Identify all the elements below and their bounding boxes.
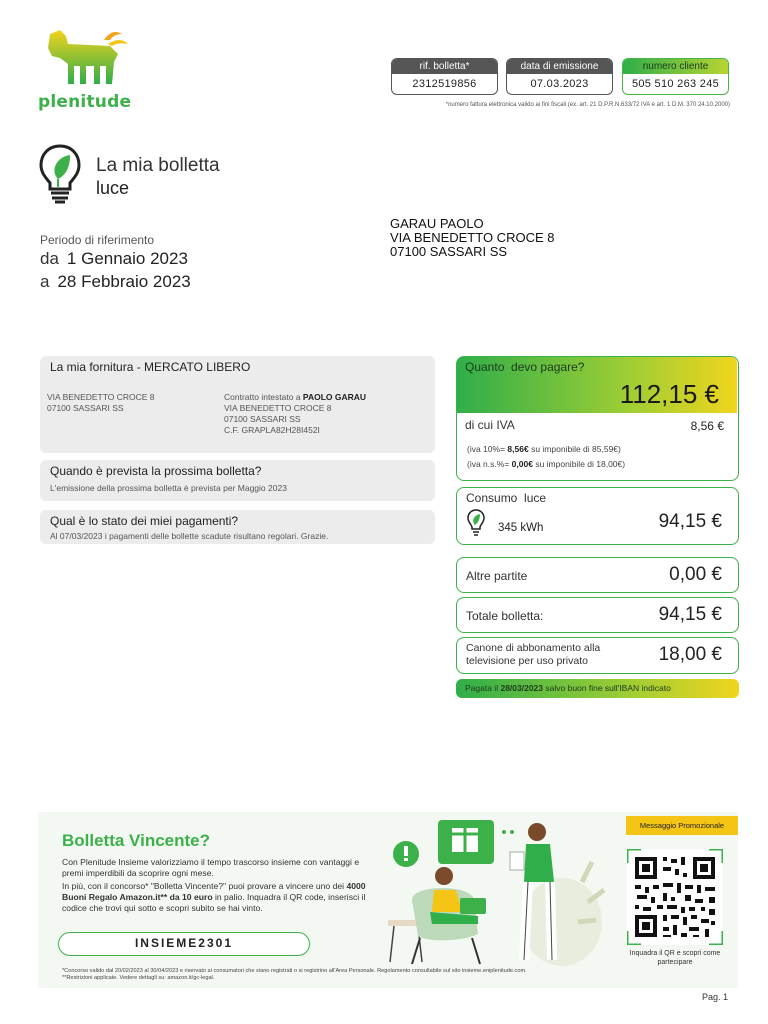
supply-address bbox=[47, 392, 155, 414]
paid-status-bar bbox=[456, 679, 739, 698]
canone-tv-value: 18,00 € bbox=[658, 644, 722, 665]
iva-label: di cui IVA bbox=[465, 418, 515, 432]
recipient-name: GARAU PAOLO bbox=[390, 216, 484, 231]
payments-status-panel bbox=[40, 510, 435, 544]
plenitude-logo bbox=[38, 28, 134, 114]
canone-label-1: Canone di abbonamento alla bbox=[466, 642, 601, 654]
period-to-prefix: a bbox=[40, 272, 50, 291]
contract-holder: PAOLO GARAU bbox=[302, 392, 367, 402]
totale-bolletta-value: 94,15 € bbox=[658, 604, 722, 625]
amount-due-box bbox=[456, 356, 739, 481]
bill-type: luce bbox=[96, 178, 130, 198]
numero-cliente-value: 505 510 263 245 bbox=[631, 78, 720, 90]
promo-p2-b: 4000 Buoni Regalo Amazon.it** da 10 euro bbox=[62, 881, 366, 902]
next-bill-text: L'emissione della prossima bolletta è prevista per Maggio 2023 bbox=[50, 483, 287, 493]
promo-footnote-2: **Restrizioni applicate. Vedere dettagli su: amazon.it/gc-legal. bbox=[62, 975, 215, 981]
rif-bolletta-label: rif. bolletta* bbox=[392, 59, 497, 74]
payments-status-text: Al 07/03/2023 i pagamenti delle bollette scadute risultano regolari. Grazie. bbox=[50, 531, 329, 541]
bill-title: La mia bolletta bbox=[96, 155, 220, 176]
iva-row-ns bbox=[467, 459, 625, 469]
qr-code[interactable] bbox=[627, 849, 723, 945]
promo-p2-a: In più, con il concorso* "Bolletta Vincente?" puoi provare a vincere uno dei bbox=[62, 881, 347, 891]
brand-name: plenitude bbox=[38, 92, 132, 112]
contract-street: VIA BENEDETTO CROCE 8 bbox=[224, 403, 332, 413]
promo-paragraph-2 bbox=[62, 881, 372, 914]
canone-label-2: televisione per uso privato bbox=[466, 655, 588, 667]
fiscal-note: *numero fattura elettronica valido ai fini fiscali (ex. art. 21 D.P.R.N.633/72 IVA e art. 1 D.M. 370 24.10.2000) bbox=[445, 102, 730, 108]
paid-suffix: salvo buon fine sull'IBAN indicato bbox=[545, 683, 671, 693]
promo-p2-c: in palio. Inquadra il QR code, inserisci il codice che trovi qui sotto e scopri subito se hai vinto. bbox=[62, 892, 366, 913]
rif-bolletta-box bbox=[391, 58, 498, 95]
supply-city: 07100 SASSARI SS bbox=[47, 403, 124, 413]
contract-cf: C.F. GRAPLA82H28I452I bbox=[224, 425, 320, 435]
recipient-street: VIA BENEDETTO CROCE 8 bbox=[390, 230, 555, 245]
period-to bbox=[40, 272, 191, 292]
contract-prefix: Contratto intestato a bbox=[224, 392, 301, 402]
iva-row2-prefix: (iva n.s.%= bbox=[467, 459, 510, 469]
recipient-address bbox=[390, 217, 554, 259]
numero-cliente-box bbox=[622, 58, 729, 95]
consumo-kwh: 345 kWh bbox=[498, 522, 544, 534]
canone-tv-label bbox=[466, 642, 600, 668]
promo-footnote-1: *Concorso valido dal 20/02/2023 al 30/04/2023 e riservato ai consumatori che siano registrati o si registrino all'Area Personale. Regolamento consultabile sul sito insieme.eniplenitude.com. bbox=[62, 968, 527, 974]
amount-header bbox=[457, 357, 737, 413]
altre-partite-box bbox=[456, 557, 739, 593]
supply-street: VIA BENEDETTO CROCE 8 bbox=[47, 392, 155, 402]
promo-illustration bbox=[382, 812, 612, 972]
totale-bolletta-box bbox=[456, 597, 739, 633]
next-bill-title: Quando è prevista la prossima bolletta? bbox=[50, 464, 262, 478]
amount-question-rest: devo pagare? bbox=[511, 360, 585, 374]
amount-question-bold: Quanto bbox=[465, 360, 505, 374]
consumo-label-type: luce bbox=[524, 491, 547, 505]
page-number: Pag. 1 bbox=[701, 992, 728, 1002]
canone-tv-box bbox=[456, 637, 739, 674]
iva-row-10 bbox=[467, 444, 621, 454]
consumo-value: 94,15 € bbox=[658, 511, 722, 532]
contract-info bbox=[224, 392, 366, 436]
numero-cliente-label: numero cliente bbox=[623, 59, 728, 74]
period-to-date: 28 Febbraio 2023 bbox=[57, 272, 191, 291]
paid-date: 28/03/2023 bbox=[500, 683, 544, 693]
consumo-box bbox=[456, 487, 739, 545]
iva-row1-value: 8,56€ bbox=[507, 444, 529, 454]
payments-status-title: Qual è lo stato dei miei pagamenti? bbox=[50, 514, 239, 528]
lightbulb-icon bbox=[38, 143, 82, 205]
iva-row2-suffix: su imponibile di 18,00€) bbox=[535, 459, 626, 469]
rif-bolletta-value: 2312519856 bbox=[412, 78, 477, 90]
supply-title: La mia fornitura - MERCATO LIBERO bbox=[50, 360, 251, 374]
six-legged-dog-icon bbox=[38, 28, 134, 90]
period-label: Periodo di riferimento bbox=[40, 233, 155, 247]
promo-code-box: INSIEME2301 bbox=[58, 932, 310, 956]
promo-message-badge: Messaggio Promozionale bbox=[626, 816, 738, 835]
promo-title: Bolletta Vincente? bbox=[62, 831, 210, 850]
data-emissione-value: 07.03.2023 bbox=[530, 78, 589, 90]
recipient-city: 07100 SASSARI SS bbox=[390, 244, 508, 259]
qr-caption: Inquadra il QR e scopri come partecipare bbox=[629, 950, 721, 966]
contract-city: 07100 SASSARI SS bbox=[224, 414, 301, 424]
period-from bbox=[40, 249, 188, 269]
consumo-label bbox=[466, 491, 546, 505]
data-emissione-box bbox=[506, 58, 613, 95]
iva-value: 8,56 € bbox=[690, 419, 724, 433]
period-from-date: 1 Gennaio 2023 bbox=[66, 249, 188, 268]
totale-bolletta-label: Totale bolletta: bbox=[466, 609, 544, 623]
amount-question bbox=[465, 360, 584, 374]
altre-partite-value: 0,00 € bbox=[669, 564, 722, 585]
iva-row1-prefix: (iva 10%= bbox=[467, 444, 506, 454]
supply-panel bbox=[40, 356, 435, 453]
paid-prefix: Pagata il bbox=[465, 683, 499, 693]
data-emissione-label: data di emissione bbox=[507, 59, 612, 74]
iva-row1-suffix: su imponibile di 85,59€) bbox=[531, 444, 621, 454]
amount-total: 112,15 € bbox=[619, 379, 719, 409]
qr-code-icon bbox=[627, 849, 723, 945]
promo-paragraph-1: Con Plenitude Insieme valorizziamo il tempo trascorso insieme con vantaggi e premi imperdibili da scoprire ogni mese. bbox=[62, 857, 360, 878]
promo-text bbox=[62, 857, 372, 914]
altre-partite-label: Altre partite bbox=[466, 569, 528, 583]
consumo-label-text: Consumo bbox=[466, 491, 518, 505]
next-bill-panel bbox=[40, 460, 435, 501]
small-lightbulb-icon bbox=[467, 509, 485, 537]
period-from-prefix: da bbox=[40, 249, 59, 268]
iva-row2-value: 0,00€ bbox=[511, 459, 533, 469]
